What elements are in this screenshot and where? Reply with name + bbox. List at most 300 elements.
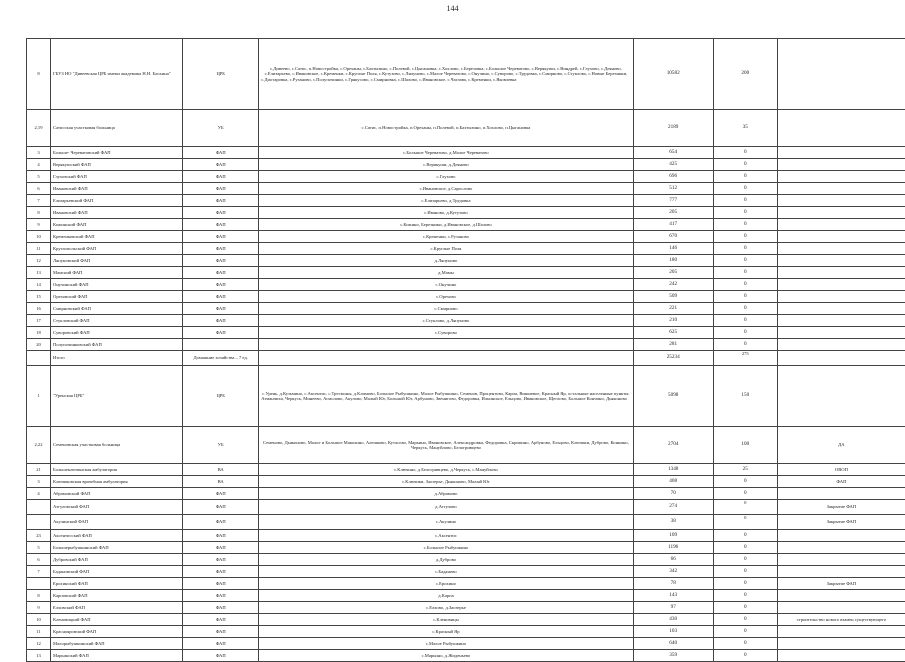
facility-type-cell: ФАП: [183, 147, 259, 159]
note-cell: [777, 351, 905, 366]
population-cell: 512: [633, 183, 713, 195]
note-cell: [777, 488, 905, 500]
row-number-cell: 8: [27, 207, 51, 219]
population-cell: 70: [633, 488, 713, 500]
beds-count-cell: 0: [713, 476, 777, 488]
facility-name-cell: Ключиковская врачебная амбулатория: [51, 476, 183, 488]
served-settlements-cell: с.Большое Череватово, д.Малое Череватово: [259, 147, 633, 159]
facility-name-cell: Краснояровский ФАП: [51, 626, 183, 638]
table-row: [27, 255, 905, 267]
served-settlements-cell: с.Онучино: [259, 279, 633, 291]
row-number-cell: 9: [27, 219, 51, 231]
served-settlements-cell: д.Атгулово: [259, 500, 633, 515]
table-row: [27, 476, 905, 488]
served-settlements-cell: с.Смирново: [259, 303, 633, 315]
beds-count-cell: 0: [713, 267, 777, 279]
table-row: [27, 147, 905, 159]
table-row: [27, 267, 905, 279]
table-row: [27, 590, 905, 602]
facility-type-cell: ФАП: [183, 500, 259, 515]
note-cell: ФАП: [777, 476, 905, 488]
beds-count-cell: 0: [713, 554, 777, 566]
table-row: [27, 464, 905, 476]
served-settlements-cell: с.Суворово: [259, 327, 633, 339]
served-settlements-cell: с.Сатис, п.Новостройка, п.Ореханы, п.Полевой, п.Бахтызино, п.Хохлово, п.Цыгановка: [259, 110, 633, 147]
row-number-cell: 1: [27, 366, 51, 427]
population-cell: 408: [633, 476, 713, 488]
served-settlements-cell: с.Красный Яр: [259, 626, 633, 638]
table-row: [27, 366, 905, 427]
population-cell: 625: [633, 327, 713, 339]
facility-name-cell: Смирновский ФАП: [51, 303, 183, 315]
served-settlements-cell: д.Мамы: [259, 267, 633, 279]
served-settlements-cell: [259, 351, 633, 366]
beds-count-cell: 0: [713, 515, 777, 530]
facility-type-cell: ЦРБ: [183, 366, 259, 427]
row-number-cell: 6: [27, 554, 51, 566]
table-row: [27, 279, 905, 291]
served-settlements-cell: с.Дивеево, с.Сатис, п.Новостройка, с.Ореханы, с.Бахтызино, с.Полевой, с.Цыгановка, с.Хохлово, с.Березовка, с.Большое Череватово, с.Верякуши, с.Виндрей, с.Глухово, с.Деяново, с.Елизарьево, с.Ивановское, с.Кременки, с.Круглые Поля, с.Кутузово, с.Ляпуново, с.Малое Череватово, с.Онучино, с.Суворово, с.Трудовка, с.Смирново, с.Стуклово, с.Новые Березники, с.Диотаровка, с.Рузаново, с.Полупочинки, с.Грякусово, с.Смирновка, с.Шалово, с.Ивановское, с.Чаглава, с.Кременки, с.Яковлевка: [259, 39, 633, 110]
facility-type-cell: ВА: [183, 476, 259, 488]
table-row: [27, 315, 905, 327]
served-settlements-cell: с.Елхово, д.Заозерье: [259, 602, 633, 614]
facility-name-cell: Большеключинская амбулатория: [51, 464, 183, 476]
note-cell: [777, 279, 905, 291]
facility-type-cell: ФАП: [183, 183, 259, 195]
served-settlements-cell: с.Стуклово, д.Ляпуново: [259, 315, 633, 327]
served-settlements-cell: с.Глухово: [259, 171, 633, 183]
note-cell: [777, 183, 905, 195]
note-cell: [777, 327, 905, 339]
facility-type-cell: ФАП: [183, 578, 259, 590]
population-cell: 146: [633, 243, 713, 255]
facility-name-cell: Суворовский ФАП: [51, 327, 183, 339]
row-number-cell: 13: [27, 267, 51, 279]
facility-name-cell: Глуховский ФАП: [51, 171, 183, 183]
served-settlements-cell: д.Дуброво: [259, 554, 633, 566]
beds-count-cell: 0: [713, 590, 777, 602]
table-row: [27, 110, 905, 147]
row-number-cell: [27, 578, 51, 590]
population-cell: 5098: [633, 366, 713, 427]
facility-name-cell: Кожинский ФАП: [51, 219, 183, 231]
facility-type-cell: ФАП: [183, 554, 259, 566]
beds-count-cell: 0: [713, 207, 777, 219]
population-cell: 417: [633, 219, 713, 231]
facility-type-cell: ФАП: [183, 267, 259, 279]
row-number-cell: 7: [27, 195, 51, 207]
facility-name-cell: Семеновская участковая больница: [51, 427, 183, 464]
facility-type-cell: ФАП: [183, 207, 259, 219]
facility-table-body: [27, 39, 905, 662]
beds-count-cell: 0: [713, 243, 777, 255]
facility-name-cell: Елховский ФАП: [51, 602, 183, 614]
beds-count-cell: 0: [713, 255, 777, 267]
note-cell: [777, 231, 905, 243]
population-cell: 670: [633, 231, 713, 243]
population-cell: 180: [633, 255, 713, 267]
population-cell: 425: [633, 159, 713, 171]
served-settlements-cell: с.Аксентис: [259, 530, 633, 542]
beds-count-cell: 200: [713, 39, 777, 110]
population-cell: 342: [633, 566, 713, 578]
note-cell: [777, 590, 905, 602]
beds-count-cell: 0: [713, 578, 777, 590]
row-number-cell: 7: [27, 566, 51, 578]
served-settlements-cell: с.Кожино, Березники, д.Ивановское, д.Шалово: [259, 219, 633, 231]
population-cell: 143: [633, 590, 713, 602]
note-cell: ДА: [777, 427, 905, 464]
served-settlements-cell: с.Баданово: [259, 566, 633, 578]
facility-type-cell: ФАП: [183, 566, 259, 578]
note-cell: [777, 243, 905, 255]
facility-name-cell: Атгуловский ФАП: [51, 500, 183, 515]
population-cell: 1348: [633, 464, 713, 476]
row-number-cell: 4: [27, 488, 51, 500]
table-row: [27, 219, 905, 231]
beds-count-cell: 0: [713, 530, 777, 542]
row-number-cell: 16: [27, 303, 51, 315]
served-settlements-cell: с.Акулино: [259, 515, 633, 530]
facility-type-cell: ВА: [183, 464, 259, 476]
facility-name-cell: Марьинский ФАП: [51, 650, 183, 662]
note-cell: ОВОП: [777, 464, 905, 476]
beds-count-cell: 0: [713, 500, 777, 515]
facility-type-cell: УБ: [183, 110, 259, 147]
note-cell: [777, 638, 905, 650]
table-row: [27, 207, 905, 219]
note-cell: [777, 159, 905, 171]
population-cell: 2189: [633, 110, 713, 147]
facility-name-cell: Акулинский ФАП: [51, 515, 183, 530]
facility-type-cell: ФАП: [183, 243, 259, 255]
beds-count-cell: 0: [713, 159, 777, 171]
note-cell: [777, 530, 905, 542]
table-row: [27, 231, 905, 243]
table-row: [27, 530, 905, 542]
beds-count-cell: 0: [713, 147, 777, 159]
row-number-cell: 3: [27, 476, 51, 488]
served-settlements-cell: [259, 339, 633, 351]
facility-name-cell: Итого: [51, 351, 183, 366]
beds-count-cell: 275: [713, 351, 777, 366]
population-cell: 66: [633, 554, 713, 566]
note-cell: строительство нового взамен существующего: [777, 614, 905, 626]
facility-name-cell: Малорыбушкинский ФАП: [51, 638, 183, 650]
served-settlements-cell: с.Орехово: [259, 291, 633, 303]
served-settlements-cell: д.Абрамово: [259, 488, 633, 500]
facility-type-cell: ФАП: [183, 315, 259, 327]
served-settlements-cell: с.Иваново, д.Кутузово: [259, 207, 633, 219]
table-row: [27, 339, 905, 351]
beds-count-cell: 0: [713, 614, 777, 626]
note-cell: [777, 566, 905, 578]
note-cell: [777, 195, 905, 207]
beds-count-cell: 25: [713, 464, 777, 476]
facility-type-cell: ФАП: [183, 626, 259, 638]
table-row: [27, 578, 905, 590]
served-settlements-cell: д.Карпа: [259, 590, 633, 602]
beds-count-cell: 0: [713, 327, 777, 339]
facility-type-cell: ФАП: [183, 171, 259, 183]
facility-type-cell: ФАП: [183, 530, 259, 542]
population-cell: 97: [633, 602, 713, 614]
served-settlements-cell: с.Кременки, с.Рузаново: [259, 231, 633, 243]
row-number-cell: 12: [27, 638, 51, 650]
beds-count-cell: 0: [713, 279, 777, 291]
population-cell: 25234: [633, 351, 713, 366]
table-row: [27, 291, 905, 303]
facility-name-cell: Мамский ФАП: [51, 267, 183, 279]
facility-name-cell: "Уренская ЦРБ": [51, 366, 183, 427]
table-row: [27, 626, 905, 638]
population-cell: 281: [633, 339, 713, 351]
row-number-cell: 11: [27, 243, 51, 255]
row-number-cell: 13: [27, 650, 51, 662]
row-number-cell: 5: [27, 171, 51, 183]
facility-name-cell: Дубровский ФАП: [51, 554, 183, 566]
row-number-cell: [27, 515, 51, 530]
facility-name-cell: ГБУЗ НО "Дивеевская ЦРБ имени академика Н.Н. Блохина": [51, 39, 183, 110]
beds-count-cell: 0: [713, 231, 777, 243]
served-settlements-cell: с.Малое Рыбушкино: [259, 638, 633, 650]
population-cell: 78: [633, 578, 713, 590]
facility-name-cell: Карповский ФАП: [51, 590, 183, 602]
facility-type-cell: УБ: [183, 427, 259, 464]
table-row: [27, 303, 905, 315]
row-number-cell: 4: [27, 159, 51, 171]
facility-type-cell: ФАП: [183, 650, 259, 662]
row-number-cell: 20: [27, 339, 51, 351]
table-row: [27, 171, 905, 183]
table-row: [27, 554, 905, 566]
facility-name-cell: Сатисская участковая больница: [51, 110, 183, 147]
row-number-cell: 3: [27, 147, 51, 159]
facility-name-cell: Большерыбушкинский ФАП: [51, 542, 183, 554]
population-cell: 2704: [633, 427, 713, 464]
facility-type-cell: ФАП: [183, 279, 259, 291]
population-cell: 696: [633, 171, 713, 183]
facility-name-cell: Верякушский ФАП: [51, 159, 183, 171]
row-number-cell: 15: [27, 291, 51, 303]
note-cell: [777, 171, 905, 183]
table-row: [27, 542, 905, 554]
table-row: [27, 602, 905, 614]
facility-name-cell: Круглопольский ФАП: [51, 243, 183, 255]
note-cell: [777, 255, 905, 267]
table-row: [27, 488, 905, 500]
beds-count-cell: 100: [713, 427, 777, 464]
row-number-cell: 18: [27, 327, 51, 339]
served-settlements-cell: с.Елизарьево, д.Трудовка: [259, 195, 633, 207]
population-cell: 274: [633, 500, 713, 515]
beds-count-cell: 0: [713, 195, 777, 207]
beds-count-cell: 0: [713, 339, 777, 351]
served-settlements-cell: с.Ключики, Заозерье, Дьяконово, Малый Юг: [259, 476, 633, 488]
row-number-cell: 21: [27, 464, 51, 476]
note-cell: Закрытие ФАП: [777, 500, 905, 515]
row-number-cell: 11: [27, 626, 51, 638]
facility-type-cell: ФАП: [183, 159, 259, 171]
facility-name-cell: Ляпуновский ФАП: [51, 255, 183, 267]
note-cell: [777, 207, 905, 219]
facility-name-cell: Бадановский ФАП: [51, 566, 183, 578]
facility-type-cell: [183, 339, 259, 351]
facility-name-cell: Елизарьевский ФАП: [51, 195, 183, 207]
table-row: [27, 566, 905, 578]
population-cell: 221: [633, 303, 713, 315]
row-number-cell: 2,22: [27, 427, 51, 464]
note-cell: [777, 315, 905, 327]
facility-type-cell: ФАП: [183, 488, 259, 500]
facility-name-cell: Кленовицкий ФАП: [51, 614, 183, 626]
note-cell: [777, 291, 905, 303]
table-row: [27, 515, 905, 530]
table-row: [27, 39, 905, 110]
table-row: [27, 351, 905, 366]
note-cell: [777, 650, 905, 662]
population-cell: 38: [633, 515, 713, 530]
facility-type-cell: ФАП: [183, 195, 259, 207]
note-cell: [777, 147, 905, 159]
served-settlements-cell: с.Марьино, д.Жиденьево: [259, 650, 633, 662]
facility-name-cell: Аксентисский ФАП: [51, 530, 183, 542]
population-cell: 654: [633, 147, 713, 159]
facility-type-cell: Домашние хозяйства – 7 ед.: [183, 351, 259, 366]
population-cell: 210: [633, 315, 713, 327]
note-cell: [777, 626, 905, 638]
note-cell: [777, 267, 905, 279]
facility-type-cell: ФАП: [183, 638, 259, 650]
facility-type-cell: ФАП: [183, 231, 259, 243]
facility-type-cell: ФАП: [183, 602, 259, 614]
facility-type-cell: ФАП: [183, 515, 259, 530]
table-row: [27, 650, 905, 662]
beds-count-cell: 150: [713, 366, 777, 427]
population-cell: 359: [633, 650, 713, 662]
note-cell: Закрытие ФАП: [777, 515, 905, 530]
note-cell: [777, 542, 905, 554]
note-cell: [777, 339, 905, 351]
facility-name-cell: Кременковский ФАП: [51, 231, 183, 243]
facility-name-cell: Абрамовский ФАП: [51, 488, 183, 500]
population-cell: 640: [633, 638, 713, 650]
population-cell: 205: [633, 207, 713, 219]
table-row: [27, 195, 905, 207]
facility-name-cell: Полупочинковский ФАП: [51, 339, 183, 351]
table-row: [27, 500, 905, 515]
served-settlements-cell: с.Ерохино: [259, 578, 633, 590]
row-number-cell: [27, 351, 51, 366]
note-cell: [777, 39, 905, 110]
row-number-cell: 10: [27, 614, 51, 626]
served-settlements-cell: с.Кленовицы: [259, 614, 633, 626]
facility-table: [26, 38, 905, 662]
facility-type-cell: ФАП: [183, 327, 259, 339]
population-cell: 777: [633, 195, 713, 207]
facility-type-cell: ФАП: [183, 219, 259, 231]
row-number-cell: 2,19: [27, 110, 51, 147]
population-cell: 205: [633, 267, 713, 279]
note-cell: [777, 110, 905, 147]
facility-type-cell: ФАП: [183, 542, 259, 554]
note-cell: [777, 219, 905, 231]
beds-count-cell: 0: [713, 291, 777, 303]
facility-type-cell: ФАП: [183, 590, 259, 602]
population-cell: 509: [633, 291, 713, 303]
note-cell: [777, 366, 905, 427]
row-number-cell: 10: [27, 231, 51, 243]
row-number-cell: 5: [27, 542, 51, 554]
table-row: [27, 427, 905, 464]
facility-type-cell: ФАП: [183, 614, 259, 626]
population-cell: 430: [633, 614, 713, 626]
beds-count-cell: 0: [713, 566, 777, 578]
served-settlements-cell: с.Большое Рыбушкино: [259, 542, 633, 554]
beds-count-cell: 0: [713, 183, 777, 195]
row-number-cell: [27, 500, 51, 515]
table-row: [27, 243, 905, 255]
facility-name-cell: Ивановский ФАП: [51, 183, 183, 195]
table-row: [27, 327, 905, 339]
page-number: 144: [0, 4, 905, 14]
facility-name-cell: Стукловский ФАП: [51, 315, 183, 327]
served-settlements-cell: с.Круглые Поля: [259, 243, 633, 255]
facility-name-cell: Ореховский ФАП: [51, 291, 183, 303]
facility-name-cell: Больше- Череватовский ФАП: [51, 147, 183, 159]
row-number-cell: 12: [27, 255, 51, 267]
beds-count-cell: 0: [713, 638, 777, 650]
facility-name-cell: Ивановский ФАП: [51, 207, 183, 219]
beds-count-cell: 0: [713, 219, 777, 231]
population-cell: 103: [633, 626, 713, 638]
note-cell: [777, 602, 905, 614]
facility-type-cell: ФАП: [183, 291, 259, 303]
served-settlements-cell: с.Верякуши, д.Деяново: [259, 159, 633, 171]
beds-count-cell: 35: [713, 110, 777, 147]
beds-count-cell: 0: [713, 542, 777, 554]
beds-count-cell: 0: [713, 626, 777, 638]
row-number-cell: 8: [27, 590, 51, 602]
row-number-cell: 14: [27, 279, 51, 291]
facility-type-cell: ФАП: [183, 303, 259, 315]
facility-name-cell: Ерохинский ФАП: [51, 578, 183, 590]
table-row: [27, 614, 905, 626]
note-cell: [777, 554, 905, 566]
facility-type-cell: ФАП: [183, 255, 259, 267]
row-number-cell: 23: [27, 530, 51, 542]
beds-count-cell: 0: [713, 171, 777, 183]
row-number-cell: 6: [27, 183, 51, 195]
beds-count-cell: 0: [713, 602, 777, 614]
served-settlements-cell: д.Ляпуново: [259, 255, 633, 267]
served-settlements-cell: с.Урень, д.Кузьмино, с.Аксентис, с.Тресмоны, д.Климово, Большое Рыбушкино, Малое Рыбушкино, Семенов, Процентово, Карпа, Вишневое, Красный Яр, остальные населенные пункты: Атманчиха, Черкусь, Минеево, Асмолово, Акулово, Малый Юг, Большой Юг, Арбуново, Звенигово, Федоровка, Ильинское, Ельцово, Ивановское, Щеглово, Большое Кончино, Дьяконово: [259, 366, 633, 427]
table-row: [27, 183, 905, 195]
row-number-cell: 17: [27, 315, 51, 327]
served-settlements-cell: с.Ключино, д.Белогривцево, д.Черкусь, с.Мануйлово: [259, 464, 633, 476]
population-cell: 10582: [633, 39, 713, 110]
beds-count-cell: 0: [713, 315, 777, 327]
beds-count-cell: 0: [713, 650, 777, 662]
row-number-cell: 9: [27, 602, 51, 614]
table-row: [27, 638, 905, 650]
note-cell: [777, 303, 905, 315]
facility-type-cell: ЦРБ: [183, 39, 259, 110]
table-row: [27, 159, 905, 171]
served-settlements-cell: Семеново, Дьяконово, Малое и Большое Маколино, Алешково, Кутасово, Марьино, Ивановское, Александровка, Федоровка, Скрипино, Арбуново, Ельцово, Ключики, Дуброво, Коннино, Черкусь, Мануйлово, Белогривцево: [259, 427, 633, 464]
population-cell: 242: [633, 279, 713, 291]
population-cell: 1196: [633, 542, 713, 554]
